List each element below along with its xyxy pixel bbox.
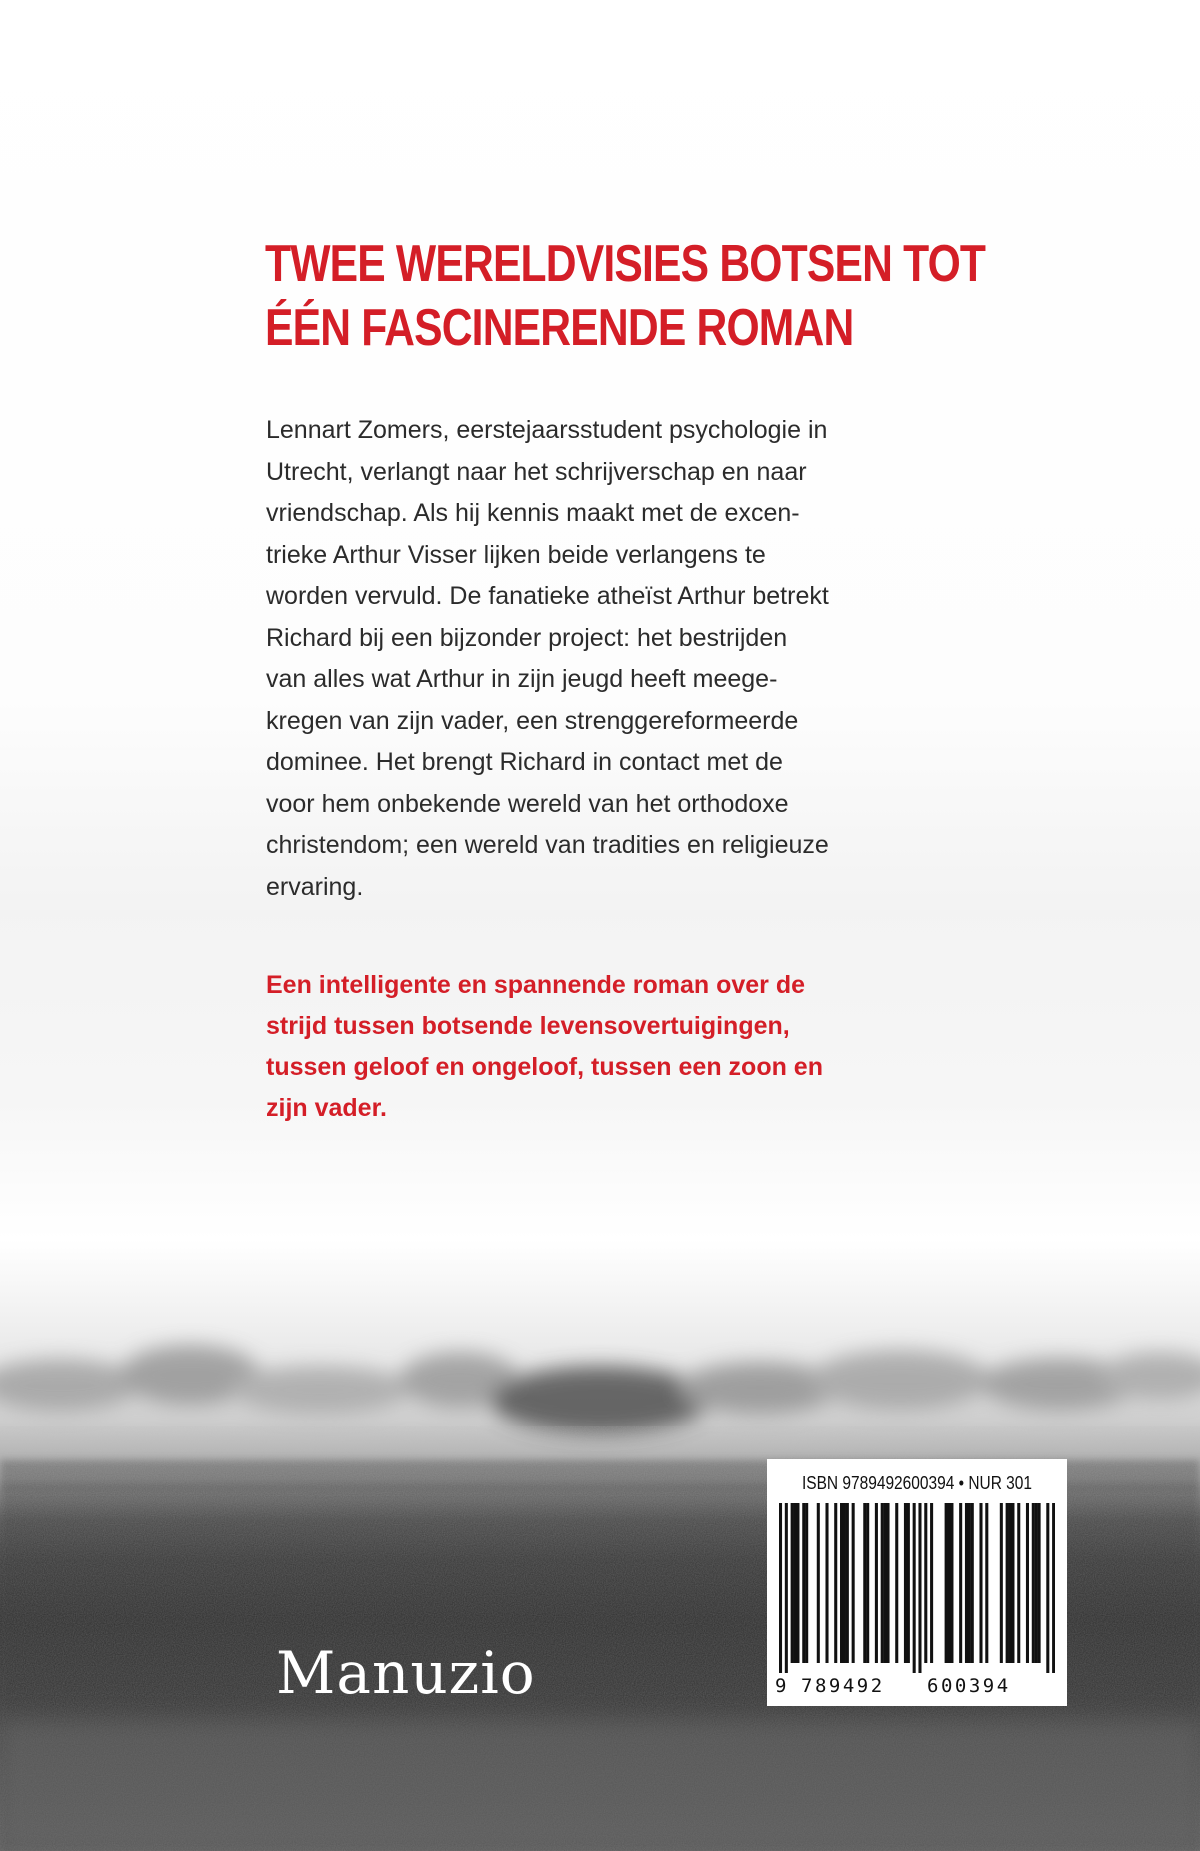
- blurb-line: Lennart Zomers, eerstejaarsstudent psychologie in: [266, 416, 828, 444]
- barcode-bar: [825, 1503, 828, 1663]
- blurb-line: worden vervuld. De fanatieke atheïst Arthur betrekt: [266, 582, 829, 610]
- barcode-bar: [846, 1503, 849, 1663]
- barcode-digit-first: 9: [775, 1675, 787, 1697]
- barcode-digits-right: 600394: [927, 1675, 1011, 1697]
- blurb-line: trieke Arthur Visser lijken beide verlangens te: [266, 540, 766, 569]
- barcode-bar: [950, 1503, 953, 1663]
- barcode-bar: [918, 1503, 921, 1673]
- barcode-bar: [965, 1503, 968, 1663]
- tagline-line: Een intelligente en spannende roman over de: [266, 971, 806, 999]
- barcode-bar: [1026, 1503, 1029, 1663]
- barcode-bar: [875, 1503, 878, 1663]
- blurb-line: ervaring.: [266, 872, 364, 901]
- barcode-panel: [767, 1459, 1067, 1706]
- blurb-line: Utrecht, verlangt naar het schrijverschap en naar: [266, 457, 807, 486]
- barcode-bar: [863, 1503, 866, 1663]
- headline-line: TWEE WERELDVISIES BOTSEN TOT: [265, 235, 986, 293]
- barcode-bar: [886, 1503, 889, 1663]
- barcode-bar: [1046, 1503, 1049, 1673]
- tagline-line: strijd tussen botsende levensovertuigingen,: [266, 1012, 790, 1040]
- barcode-bar: [1000, 1503, 1003, 1663]
- barcode-bar: [785, 1503, 788, 1673]
- barcode-bar: [1017, 1503, 1020, 1663]
- cover-headline: [265, 232, 986, 360]
- barcode-bar: [985, 1503, 988, 1663]
- blurb-line: christendom; een wereld van tradities en religieuze: [266, 831, 829, 859]
- barcode-bar: [979, 1503, 982, 1663]
- tagline-text: [266, 965, 926, 1129]
- barcode-bar: [904, 1503, 907, 1663]
- barcode-bars: [779, 1503, 1055, 1673]
- barcode-bar: [840, 1503, 843, 1663]
- blurb-line: voor hem onbekende wereld van het orthodoxe: [266, 789, 789, 818]
- barcode-bar: [1052, 1503, 1055, 1673]
- barcode-bar: [791, 1503, 794, 1663]
- barcode-bar: [924, 1503, 927, 1663]
- barcode-bar: [796, 1503, 799, 1663]
- barcode-bar: [1035, 1503, 1038, 1663]
- barcode-bar: [930, 1503, 933, 1663]
- publisher-logo: Manuzio: [276, 1639, 536, 1707]
- blurb-line: dominee. Het brengt Richard in contact met de: [266, 748, 783, 776]
- barcode-bar: [948, 1503, 951, 1663]
- barcode-bar: [881, 1503, 884, 1663]
- blurb-line: vriendschap. Als hij kennis maakt met de excen-: [266, 499, 800, 527]
- tagline-line: zijn vader.: [266, 1094, 387, 1122]
- barcode-bar: [959, 1503, 962, 1663]
- barcode-bar: [884, 1503, 887, 1663]
- headline-line: ÉÉN FASCINERENDE ROMAN: [265, 299, 854, 357]
- barcode-bar: [852, 1503, 855, 1663]
- barcode-bar: [779, 1503, 782, 1673]
- barcode-bar: [802, 1503, 805, 1663]
- isbn-label: ISBN 9789492600394 • NUR 301: [801, 1473, 1033, 1493]
- barcode-digits-left: 789492: [801, 1675, 885, 1697]
- barcode-bar: [834, 1503, 837, 1663]
- barcode-bar: [913, 1503, 916, 1673]
- barcode-bar: [1032, 1503, 1035, 1663]
- blurb-line: van alles wat Arthur in zijn jeugd heeft meege-: [266, 665, 778, 693]
- barcode-bar: [1011, 1503, 1014, 1663]
- barcode-bar: [866, 1503, 869, 1663]
- blurb-line: Richard bij een bijzonder project: het bestrijden: [266, 623, 788, 652]
- barcode-bar: [1009, 1503, 1012, 1663]
- barcode-bar: [1038, 1503, 1041, 1663]
- blurb-line: kregen van zijn vader, een strenggereformeerde: [266, 706, 799, 735]
- tagline-line: tussen geloof en ongeloof, tussen een zoon en: [266, 1053, 823, 1081]
- blurb-text: [266, 410, 926, 908]
- barcode-bar: [907, 1503, 910, 1663]
- barcode-bar: [968, 1503, 971, 1663]
- barcode-bar: [1006, 1503, 1009, 1663]
- barcode-bar: [971, 1503, 974, 1663]
- barcode-bar: [794, 1503, 797, 1663]
- barcode-bar: [805, 1503, 808, 1663]
- barcode-bar: [895, 1503, 898, 1663]
- barcode-bar: [817, 1503, 820, 1663]
- barcode-bar: [945, 1503, 948, 1663]
- barcode-bar: [843, 1503, 846, 1663]
